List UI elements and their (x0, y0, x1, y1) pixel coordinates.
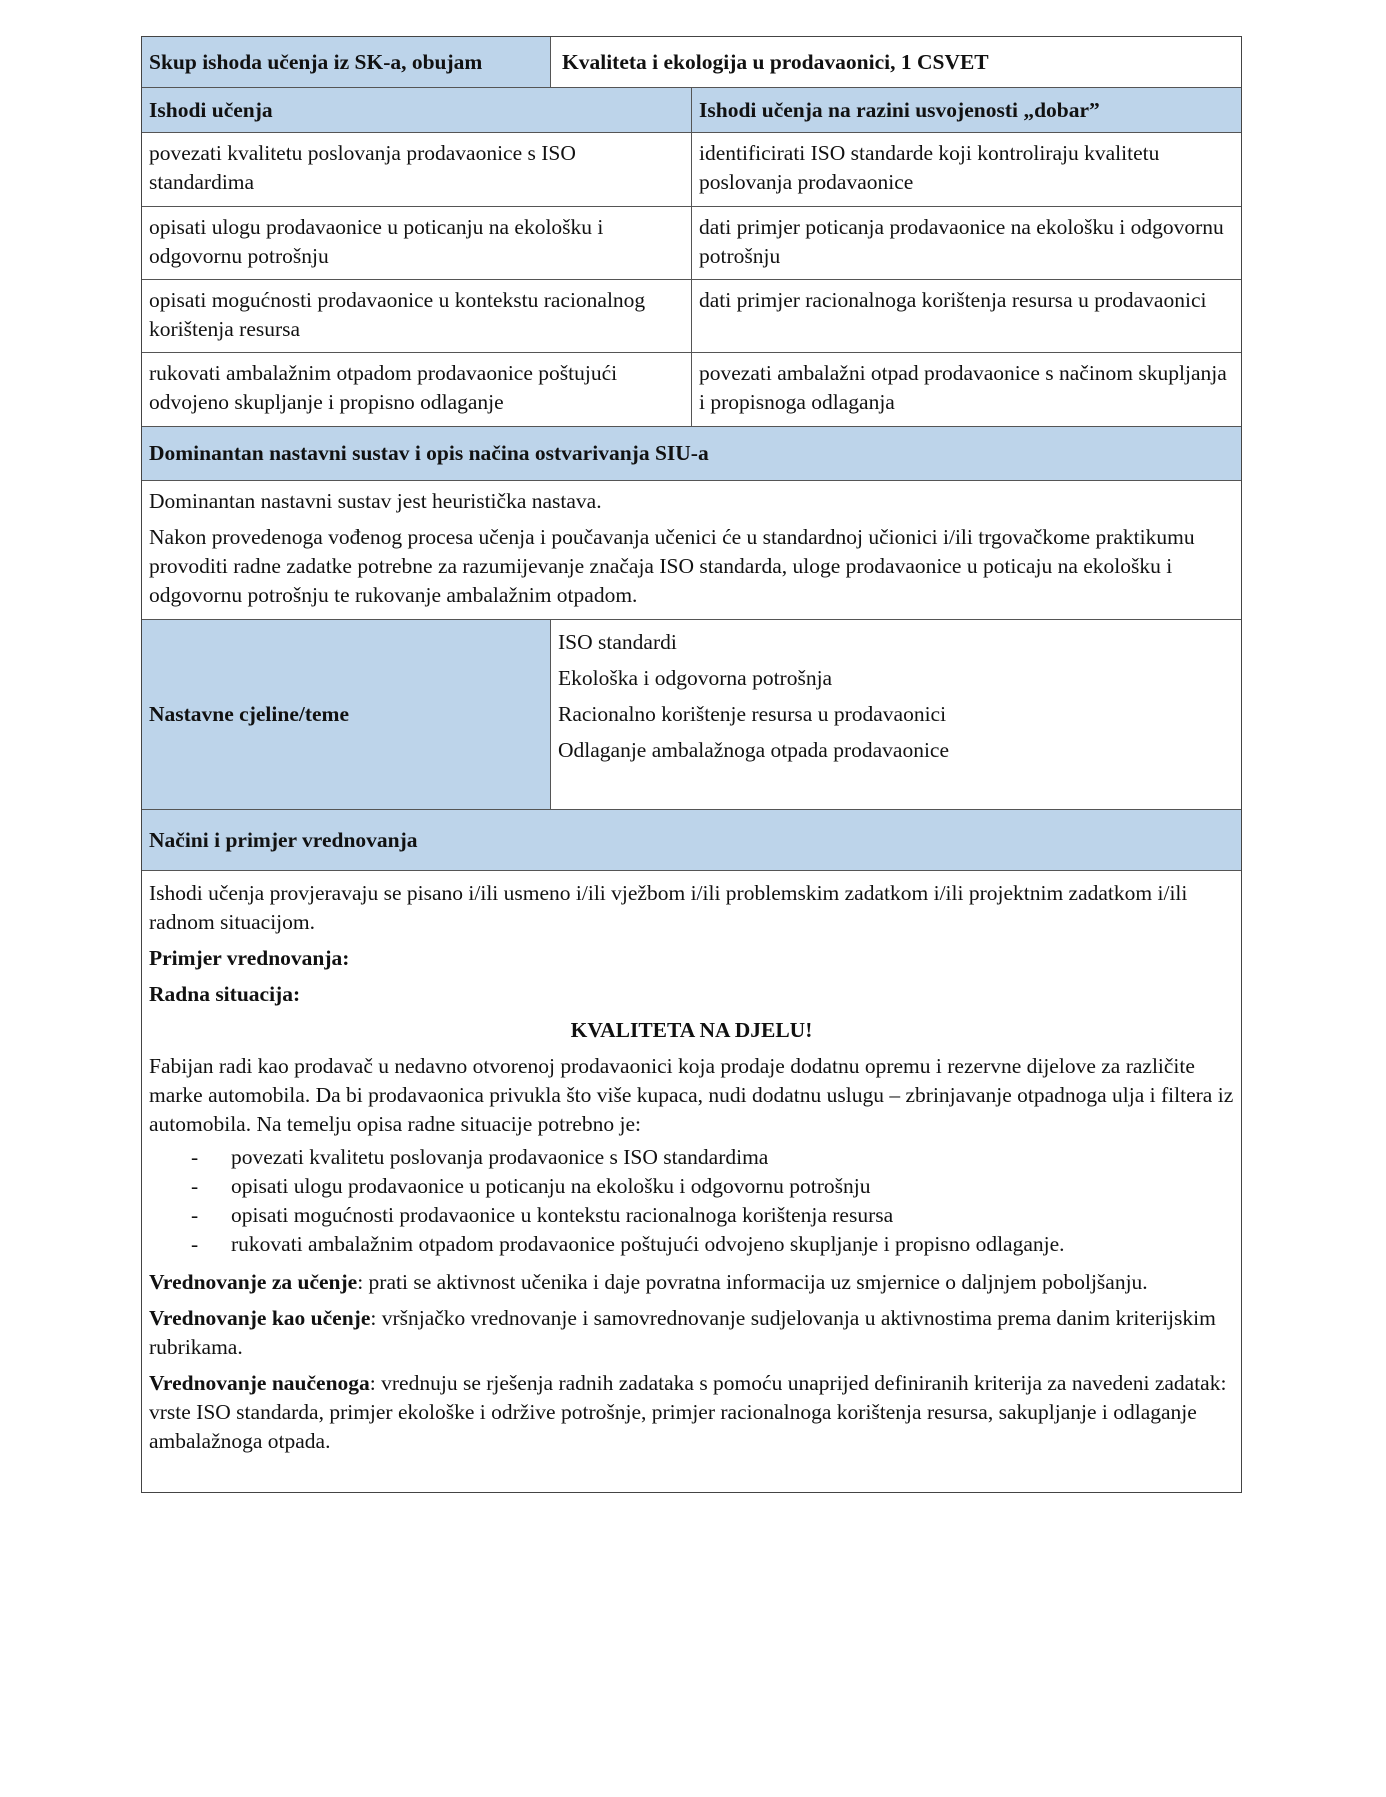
situation-label: Radna situacija: (149, 982, 301, 1006)
task-text: rukovati ambalažnim otpadom prodavaonice poštujući odvojeno skupljanje i propisno odlaganje. (231, 1232, 1065, 1256)
of-learning-label: Vrednovanje naučenoga (149, 1371, 370, 1395)
for-learning-text: : prati se aktivnost učenika i daje povratna informacija uz smjernice o daljnjem poboljšanju. (357, 1270, 1148, 1294)
outcome-row (142, 207, 1241, 280)
outcome-right: identificirati ISO standarde koji kontroliraju kvalitetu poslovanja prodavaonice (699, 141, 1160, 194)
of-learning-text: : vrednuju se rješenja radnih zadataka s pomoću unaprijed definiranih kriterija za navedeni zadatak: vrste ISO standarda, primjer ekološke i održive potrošnje, primjer racionalnoga korištenja resursa, sakupljanje i odlaganje ambalažnoga otpada. (149, 1371, 1227, 1453)
topics-list (551, 620, 1241, 809)
curriculum-table (141, 36, 1242, 1493)
task-item (149, 1230, 1234, 1259)
outcome-right: dati primjer poticanja prodavaonice na ekološku i odgovornu potrošnju (699, 215, 1224, 268)
outcome-left: povezati kvalitetu poslovanja prodavaonice s ISO standardima (142, 133, 692, 206)
task-list (149, 1143, 1234, 1259)
for-learning-label: Vrednovanje za učenje (149, 1270, 358, 1294)
evaluation-intro: Ishodi učenja provjeravaju se pisano i/ili usmeno i/ili vježbom i/ili problemskim zadatkom i/ili projektnim zadatkom i/ili radnom situacijom. (149, 881, 1188, 934)
teaching-system-header-row (142, 427, 1241, 481)
evaluation-for-learning (149, 1268, 1234, 1297)
topics-label: Nastavne cjeline/teme (142, 620, 551, 809)
outcome-right: povezati ambalažni otpad prodavaonice s načinom skupljanja i propisnoga odlaganja (699, 361, 1227, 414)
header-label: Skup ishoda učenja iz SK-a, obujam (142, 37, 551, 87)
task-item (149, 1172, 1234, 1201)
teaching-system-body (142, 481, 1241, 619)
task-text: povezati kvalitetu poslovanja prodavaonice s ISO standardima (231, 1145, 769, 1169)
task-item (149, 1201, 1234, 1230)
topic-item: Odlaganje ambalažnoga otpada prodavaonice (558, 738, 949, 762)
header-value: Kvaliteta i ekologija u prodavaonici, 1 CSVET (562, 49, 989, 74)
situation-title: KVALITETA NA DJELU! (570, 1018, 813, 1042)
evaluation-body-row (142, 871, 1241, 1492)
outcome-row (142, 353, 1241, 427)
as-learning-label: Vrednovanje kao učenje (149, 1306, 371, 1330)
outcomes-col-right: Ishodi učenja na razini usvojenosti „dobar” (699, 97, 1100, 122)
task-text: opisati mogućnosti prodavaonice u kontekstu racionalnoga korištenja resursa (231, 1203, 894, 1227)
header-row (142, 37, 1241, 88)
topic-item: Ekološka i odgovorna potrošnja (558, 666, 833, 690)
outcomes-header-row (142, 88, 1241, 133)
dash-bullet: - (191, 1145, 199, 1169)
teaching-system-p1: Dominantan nastavni sustav jest heuristička nastava. (149, 489, 602, 513)
as-learning-text: : vršnjačko vrednovanje i samovrednovanje sudjelovanja u aktivnostima prema danim kriterijskim rubrikama. (149, 1306, 1216, 1359)
topic-item: Racionalno korištenje resursa u prodavaonici (558, 702, 947, 726)
outcome-right: dati primjer racionalnoga korištenja resursa u prodavaonici (699, 288, 1207, 312)
teaching-system-p2: Nakon provedenoga vođenog procesa učenja i poučavanja učenici će u standardnoj učionici i/ili trgovačkome praktikumu provoditi radne zadatke potrebne za razumijevanje značaja ISO standarda, uloge prodavaonice u poticaju na ekološku i odgovornu potrošnju te rukovanje ambalažnim otpadom. (149, 525, 1195, 607)
outcome-left: opisati mogućnosti prodavaonice u kontekstu racionalnog korištenja resursa (142, 280, 692, 352)
situation-text: Fabijan radi kao prodavač u nedavno otvorenoj prodavaonici koja prodaje dodatnu opremu i rezervne dijelove za različite marke automobila. Da bi prodavaonica privukla što više kupaca, nudi dodatnu uslugu – zbrinjavanje otpadnoga ulja i filtera iz automobila. Na temelju opisa radne situacije potrebno je: (149, 1054, 1234, 1136)
outcome-left: opisati ulogu prodavaonice u poticanju na ekološku i odgovornu potrošnju (142, 207, 692, 279)
evaluation-title: Načini i primjer vrednovanja (149, 827, 418, 852)
task-item (149, 1143, 1234, 1172)
teaching-system-title: Dominantan nastavni sustav i opis načina ostvarivanja SIU-a (149, 441, 709, 465)
evaluation-as-learning (149, 1304, 1234, 1362)
dash-bullet: - (191, 1232, 199, 1256)
outcome-left: rukovati ambalažnim otpadom prodavaonice poštujući odvojeno skupljanje i propisno odlaganje (142, 353, 692, 426)
outcome-row (142, 133, 1241, 207)
teaching-system-body-row (142, 481, 1241, 620)
dash-bullet: - (191, 1203, 199, 1227)
evaluation-header-row (142, 810, 1241, 871)
example-label: Primjer vrednovanja: (149, 946, 350, 970)
outcome-row (142, 280, 1241, 353)
task-text: opisati ulogu prodavaonice u poticanju na ekološku i odgovornu potrošnju (231, 1174, 871, 1198)
topics-row (142, 620, 1241, 810)
dash-bullet: - (191, 1174, 199, 1198)
evaluation-body (142, 871, 1241, 1492)
outcomes-col-left: Ishodi učenja (142, 88, 692, 132)
evaluation-of-learning (149, 1369, 1234, 1456)
topic-item: ISO standardi (558, 630, 677, 654)
